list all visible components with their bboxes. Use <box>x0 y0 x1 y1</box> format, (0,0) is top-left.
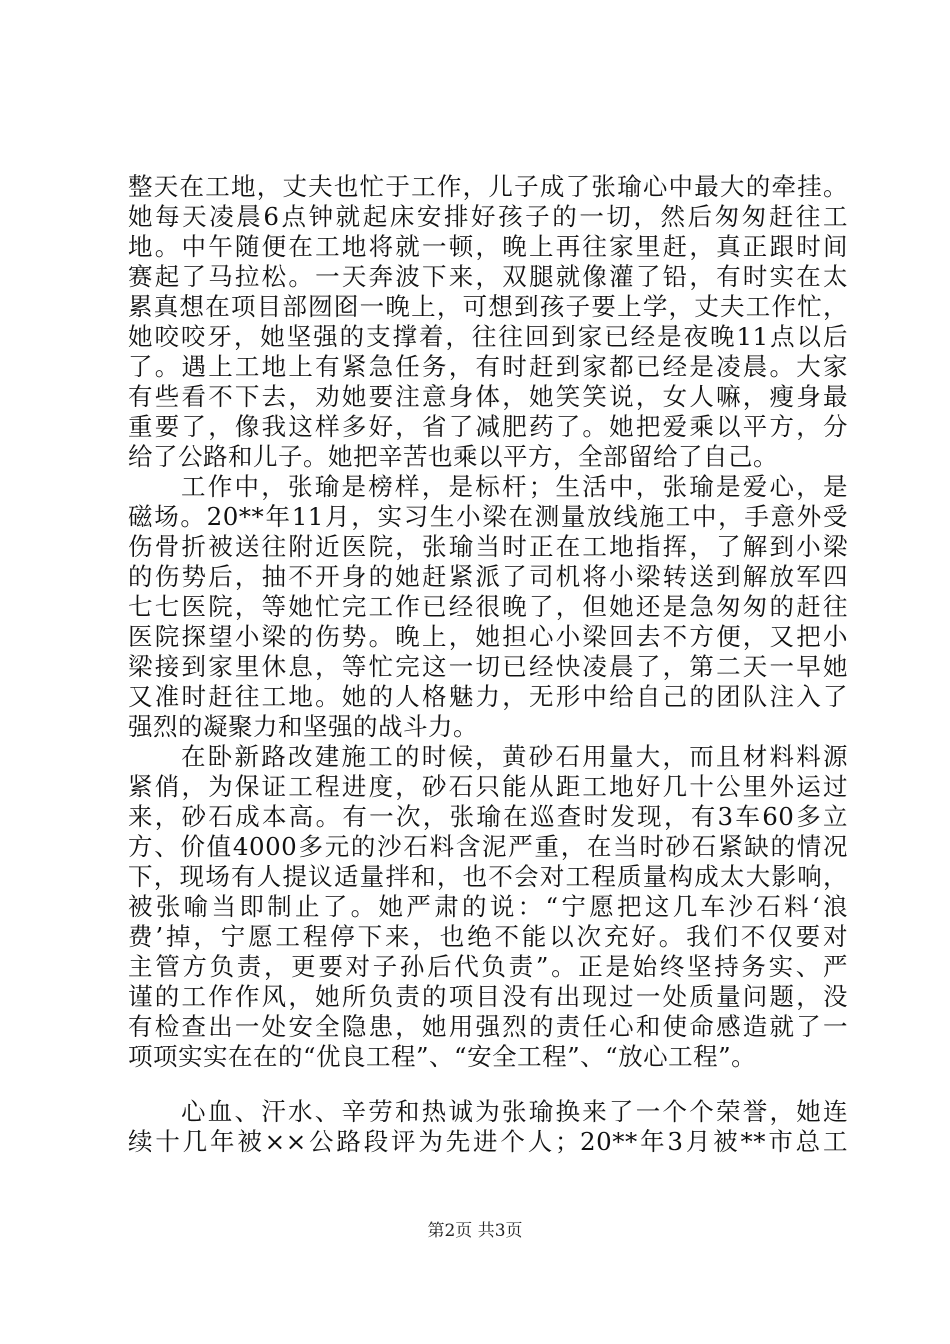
text-line: 有检查出一处安全隐患，她用强烈的责任心和使命感造就了一 <box>128 1012 848 1041</box>
text-line: 紧俏，为保证工程进度，砂石只能从距工地好几十公里外运过 <box>128 772 848 801</box>
text-line: 来，砂石成本高。有一次，张瑜在巡查时发现，有3车60多立 <box>128 802 848 831</box>
page-footer: 第2页 共3页 <box>427 1221 523 1241</box>
paragraph-3 <box>128 742 848 1072</box>
text-line: 被张喻当即制止了。她严肃的说：“宁愿把这几车沙石料‘浪 <box>128 892 848 921</box>
text-line: 主管方负责，更要对子孙后代负责”。正是始终坚持务实、严 <box>128 952 848 981</box>
text-line: 在卧新路改建施工的时候，黄砂石用量大，而且材料料源 <box>181 742 848 771</box>
paragraph-4 <box>128 1097 848 1157</box>
text-line: 累真想在项目部囫囵一晚上，可想到孩子要上学，丈夫工作忙， <box>128 292 848 321</box>
text-line: 医院探望小梁的伤势。晚上，她担心小梁回去不方便，又把小 <box>128 622 848 651</box>
text-line: 整天在工地，丈夫也忙于工作，儿子成了张瑜心中最大的牵挂。 <box>128 172 848 201</box>
text-line: 又准时赶往工地。她的人格魅力，无形中给自己的团队注入了 <box>128 682 848 711</box>
text-line: 赛起了马拉松。一天奔波下来，双腿就像灌了铅，有时实在太 <box>128 262 848 291</box>
text-line: 续十几年被××公路段评为先进个人；20**年3月被**市总工 <box>128 1127 848 1156</box>
text-line: 了。遇上工地上有紧急任务，有时赶到家都已经是凌晨。大家 <box>128 352 848 381</box>
paragraph-gap <box>128 1072 848 1097</box>
text-line: 她咬咬牙，她坚强的支撑着，往往回到家已经是夜晚11点以后 <box>128 322 848 351</box>
text-line: 有些看不下去，劝她要注意身体，她笑笑说，女人嘛，瘦身最 <box>128 382 848 411</box>
text-line: 费’掉，宁愿工程停下来，也绝不能以次充好。我们不仅要对 <box>128 922 848 951</box>
text-line: 方、价值4000多元的沙石料含泥严重，在当时砂石紧缺的情况 <box>128 832 848 861</box>
text-line: 伤骨折被送往附近医院，张瑜当时正在工地指挥，了解到小梁 <box>128 532 848 561</box>
paragraph-1 <box>128 172 848 472</box>
text-line: 她每天凌晨6点钟就起床安排好孩子的一切，然后匆匆赶往工 <box>128 202 848 231</box>
text-line: 谨的工作作风，她所负责的项目没有出现过一处质量问题，没 <box>128 982 848 1011</box>
text-line: 工作中，张瑜是榜样，是标杆；生活中，张瑜是爱心，是 <box>181 472 848 501</box>
text-line: 梁接到家里休息，等忙完这一切已经快凌晨了，第二天一早她 <box>128 652 848 681</box>
text-line: 项项实实在在的“优良工程”、“安全工程”、“放心工程”。 <box>128 1042 757 1071</box>
paragraph-2 <box>128 472 848 742</box>
text-line: 给了公路和儿子。她把辛苦也乘以平方，全部留给了自己。 <box>128 442 778 471</box>
text-line: 心血、汗水、辛劳和热诚为张瑜换来了一个个荣誉，她连 <box>181 1097 848 1126</box>
text-line: 七七医院，等她忙完工作已经很晚了，但她还是急匆匆的赶往 <box>128 592 848 621</box>
document-body <box>128 172 848 1157</box>
text-line: 下，现场有人提议适量拌和，也不会对工程质量构成太大影响， <box>128 862 848 891</box>
text-line: 强烈的凝聚力和坚强的战斗力。 <box>128 712 478 741</box>
text-line: 重要了，像我这样多好，省了减肥药了。她把爱乘以平方，分 <box>128 412 848 441</box>
text-line: 磁场。20**年11月，实习生小梁在测量放线施工中，手意外受 <box>128 502 848 531</box>
text-line: 的伤势后，抽不开身的她赶紧派了司机将小梁转送到解放军四 <box>128 562 848 591</box>
text-line: 地。中午随便在工地将就一顿，晚上再往家里赶，真正跟时间 <box>128 232 848 261</box>
